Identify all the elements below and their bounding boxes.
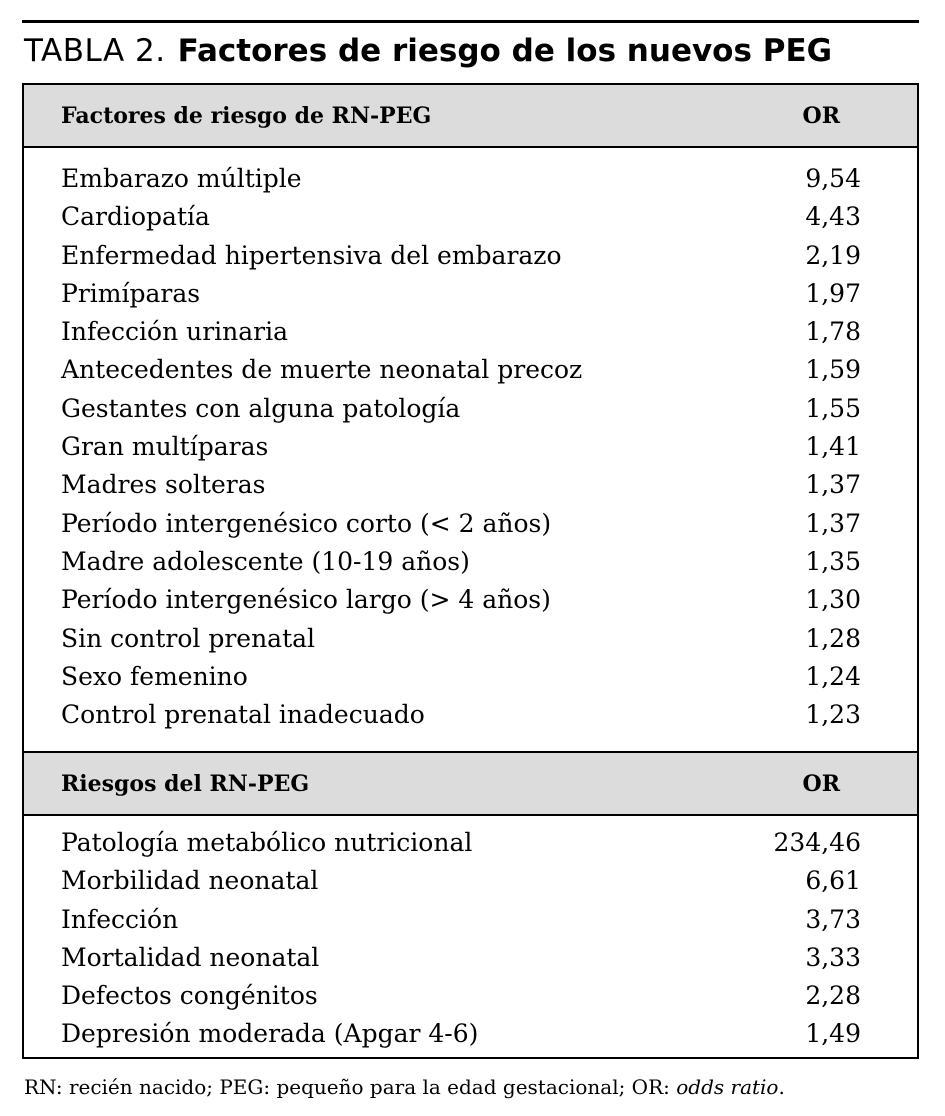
table-row <box>24 466 917 504</box>
row-value: 1,97 <box>805 278 861 308</box>
row-label: Primíparas <box>61 278 201 308</box>
table-row <box>24 275 917 313</box>
row-value: 6,61 <box>805 866 861 896</box>
table-row <box>24 198 917 236</box>
row-label: Cardiopatía <box>61 202 210 232</box>
row-label: Período intergenésico corto (< 2 años) <box>61 508 552 538</box>
footnote-italic: odds ratio <box>676 1075 779 1099</box>
table-row <box>24 620 917 658</box>
table-row <box>24 160 917 198</box>
row-value: 1,41 <box>805 432 861 462</box>
row-label: Sin control prenatal <box>61 623 316 653</box>
row-value: 1,59 <box>805 355 861 385</box>
row-value: 1,55 <box>805 393 861 423</box>
row-value: 1,24 <box>805 661 861 691</box>
table-row <box>24 1015 917 1053</box>
row-value: 1,78 <box>805 317 861 347</box>
risk-rows <box>24 824 917 1054</box>
footnote-end: . <box>778 1075 785 1099</box>
row-value: 3,33 <box>805 942 861 972</box>
header-label: Riesgos del RN-PEG <box>61 771 310 797</box>
row-value: 1,35 <box>805 546 861 576</box>
table-row <box>24 543 917 581</box>
row-label: Antecedentes de muerte neonatal precoz <box>61 355 583 385</box>
row-label: Depresión moderada (Apgar 4-6) <box>61 1019 479 1049</box>
row-label: Enfermedad hipertensiva del embarazo <box>61 240 562 270</box>
risk-table <box>22 83 919 1059</box>
section-header-risk-factors <box>24 85 917 148</box>
table-row <box>24 696 917 734</box>
row-label: Defectos congénitos <box>61 981 318 1011</box>
header-label: Factores de riesgo de RN-PEG <box>61 103 432 129</box>
row-label: Morbilidad neonatal <box>61 866 319 896</box>
row-label: Madres solteras <box>61 470 266 500</box>
footnote-text: RN: recién nacido; PEG: pequeño para la edad gestacional; OR: <box>24 1075 677 1099</box>
row-value: 3,73 <box>805 904 861 934</box>
caption-title: Factores de riesgo de los nuevos PEG <box>177 33 833 69</box>
table-row <box>24 351 917 389</box>
row-value: 1,28 <box>805 623 861 653</box>
row-label: Sexo femenino <box>61 661 248 691</box>
header-or: OR <box>802 103 840 129</box>
row-label: Mortalidad neonatal <box>61 942 320 972</box>
row-value: 1,23 <box>805 700 861 730</box>
row-value: 4,43 <box>805 202 861 232</box>
table-row <box>24 939 917 977</box>
row-value: 234,46 <box>773 828 861 857</box>
table-row <box>24 901 917 939</box>
row-value: 1,49 <box>805 1019 861 1049</box>
row-label: Gestantes con alguna patología <box>61 393 461 423</box>
row-label: Infección <box>61 904 179 934</box>
risk-factor-rows <box>24 160 917 734</box>
row-label: Madre adolescente (10-19 años) <box>61 546 470 576</box>
table-row <box>24 505 917 543</box>
table-row <box>24 824 917 862</box>
row-value: 2,28 <box>805 981 861 1011</box>
table-row <box>24 862 917 900</box>
table-row <box>24 237 917 275</box>
row-value: 1,37 <box>805 508 861 538</box>
row-label: Control prenatal inadecuado <box>61 700 425 730</box>
row-value: 1,30 <box>805 585 861 615</box>
table-row <box>24 658 917 696</box>
table-row <box>24 390 917 428</box>
row-label: Gran multíparas <box>61 432 269 462</box>
footnote <box>24 1070 785 1104</box>
table-row <box>24 581 917 619</box>
row-value: 2,19 <box>805 240 861 270</box>
table-row <box>24 313 917 351</box>
table-caption <box>24 26 832 76</box>
header-or: OR <box>802 771 840 797</box>
row-label: Período intergenésico largo (> 4 años) <box>61 585 551 615</box>
table-row <box>24 977 917 1015</box>
caption-label: TABLA 2. <box>24 33 166 69</box>
row-value: 1,37 <box>805 470 861 500</box>
row-label: Embarazo múltiple <box>61 164 302 193</box>
row-label: Infección urinaria <box>61 317 289 347</box>
row-value: 9,54 <box>805 164 861 193</box>
row-label: Patología metabólico nutricional <box>61 828 473 857</box>
table-row <box>24 428 917 466</box>
section-header-risks <box>24 751 917 816</box>
top-rule <box>22 20 919 23</box>
